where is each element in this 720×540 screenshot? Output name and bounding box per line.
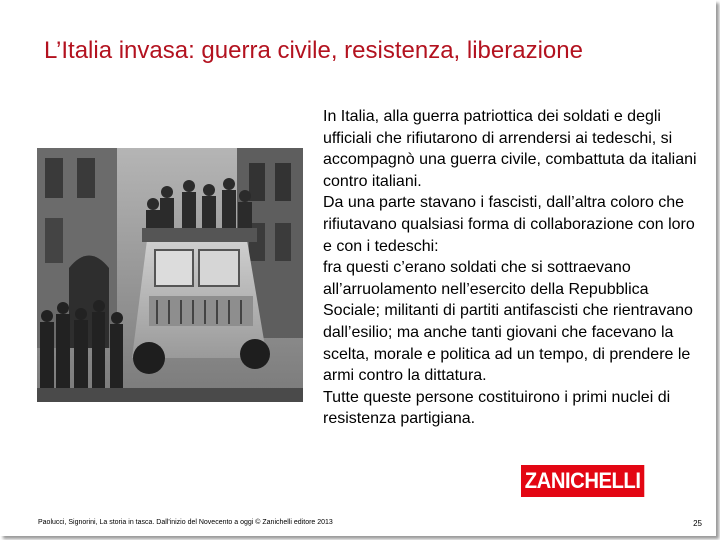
- body-paragraph: Da una parte stavano i fascisti, dall’altra coloro che rifiutavano qualsiasi forma di collaborazione con loro e con i tedeschi:: [323, 194, 695, 255]
- zanichelli-logo: ZANICHELLI: [521, 465, 644, 497]
- slide-title: L’Italia invasa: guerra civile, resistenza, liberazione: [44, 37, 583, 64]
- historical-photo-bus-partisans: [37, 148, 303, 402]
- body-paragraph: Tutte queste persone costituirono i primi nuclei di resistenza partigiana.: [323, 388, 671, 428]
- body-paragraph: In Italia, alla guerra patriottica dei soldati e degli ufficiali che rifiutarono di arrendersi ai tedeschi, si accompagnò una guerra civile, combattuta da italiani contro italiani.: [323, 108, 697, 190]
- body-paragraph: fra questi c’erano soldati che si sottraevano all’arruolamento nell’esercito della Repubblica Sociale; militanti di partiti antifascisti che rientravano dall’esilio; ma anche tanti giovani che facevano la scelta, morale e politica ad un tempo, di prendere le armi contro la dittatura.: [323, 259, 693, 385]
- page-number: 25: [693, 519, 702, 528]
- body-text: [323, 106, 698, 430]
- footer-credits: Paolucci, Signorini, La storia in tasca. Dall'inizio del Novecento a oggi © Zanichelli editore 2013: [38, 519, 333, 526]
